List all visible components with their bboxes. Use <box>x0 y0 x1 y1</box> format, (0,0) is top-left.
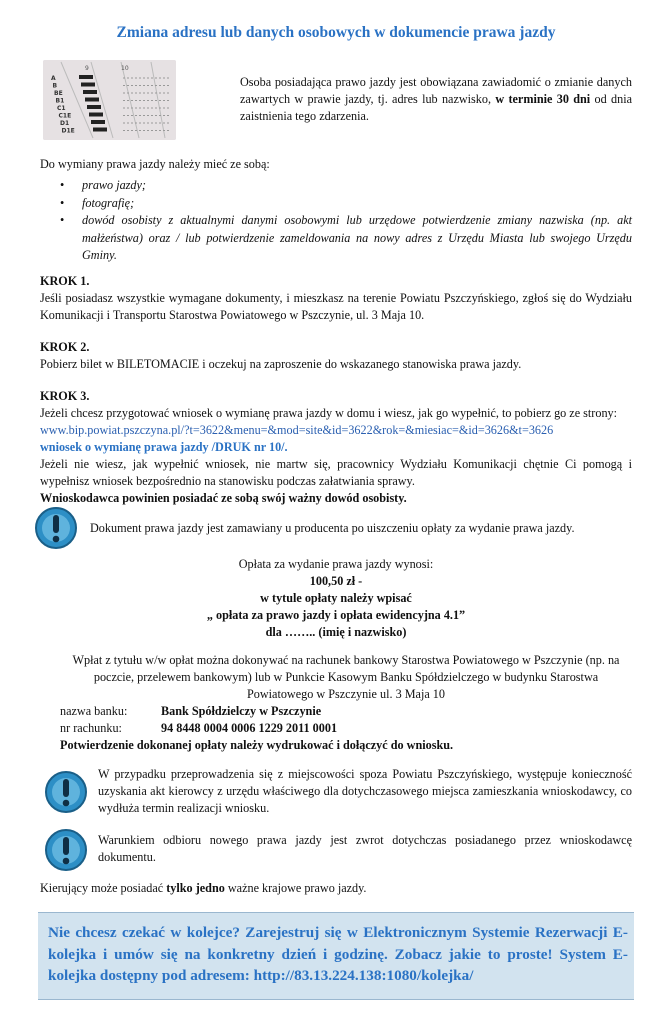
bank-name-value: Bank Spółdzielczy w Pszczynie <box>161 704 322 718</box>
license-category-label: D1E <box>61 127 75 135</box>
license-stamp-mark <box>89 113 103 117</box>
license-stamp-mark <box>83 90 97 94</box>
license-category-label: A <box>51 75 56 82</box>
documents-heading: Do wymiany prawa jazdy należy mieć ze sobą: <box>40 157 270 171</box>
payment-text: Wpłat z tytułu w/w opłat można dokonywać na rachunek bankowy Starostwa Powiatowego w Pszczynie (np. na poczcie, przelewem bankowym) lub w Punkcie Kasowym Banku Spółdzielczego w budynku Starostwa Powiatowego w Pszczynie ul. 3 Maja 10 <box>72 653 620 701</box>
account-number: 94 8448 0004 0006 1229 2011 0001 <box>161 721 338 735</box>
license-stamp-mark <box>91 120 105 124</box>
exclamation-icon <box>44 828 88 872</box>
license-stamp-mark <box>93 128 107 132</box>
svg-text:10: 10 <box>121 65 129 72</box>
license-category-label: C1 <box>57 105 66 112</box>
step1-heading: KROK 1. <box>40 274 90 288</box>
e-queue-banner <box>38 912 634 1000</box>
bullet-icon: • <box>60 195 65 210</box>
payment-confirmation: Potwierdzenie dokonanej opłaty należy wydrukować i dołączyć do wniosku. <box>60 738 454 752</box>
fee-amount: 100,50 zł - <box>309 574 363 588</box>
step1-text: Jeśli posiadasz wszystkie wymagane dokumenty, i mieszkasz na terenie Powiatu Pszczyńskiego, zgłoś się do Wydziału Komunikacji i Transportu Starostwa Powiatowego w Pszczynie, ul. 3 Maja 10. <box>40 291 632 322</box>
page-title: Zmiana adresu lub danych osobowych w dokumencie prawa jazdy <box>116 24 556 41</box>
bip-link[interactable]: www.bip.powiat.pszczyna.pl/?t=3622&menu=&mod=site&id=3622&rok=&miesiac=&id=3626&t=3626 <box>40 423 554 437</box>
only-one-license-text: Kierujący może posiadać tylko jedno ważne krajowe prawo jazdy. <box>40 881 367 895</box>
exclamation-icon <box>34 506 78 550</box>
fee-line1: Opłata za wydanie prawa jazdy wynosi: <box>238 557 434 571</box>
step3-text: Jeżeli chcesz przygotować wniosek o wymianę prawa jazdy w domu i wiesz, jak go wypełnić, to pobierz go ze strony: www.bip.powiat.pszczyna.pl/?t=3622&menu=&mod=site&id=3622&rok=&miesiac=&id=3626&t=3626 wniosek o wymianę prawa jazdy /DRUK nr 10/. Jeżeli nie wiesz, jak wypełnić wniosek, nie martw się, pracownicy Wydziału Komunikacji chętnie Ci pomogą i wypełnisz wniosek bezpośrednio na stanowisku podczas załatwiania sprawy. Wnioskodawca powinien posiadać ze sobą swój ważny dowód osobisty. <box>40 406 632 505</box>
account-label: nr rachunku: <box>60 721 122 735</box>
return-license-note: Warunkiem odbioru nowego prawa jazdy jest zwrot dotychczas posiadanego przez wnioskodawcę dokumentu. <box>98 833 632 864</box>
step3-heading: KROK 3. <box>40 389 90 403</box>
e-queue-banner-text[interactable]: Nie chcesz czekać w kolejce? Zarejestruj się w Elektronicznym Systemie Rezerwacji E-kolejka i umów się na konkretny dzień i godzinę. Zobacz jakie to proste! System E-kolejka dostępny pod adresem: http://83.13.224.138:1080/kolejka/ <box>48 924 628 984</box>
license-stamp-mark <box>81 83 95 87</box>
intro-paragraph: Osoba posiadająca prawo jazdy jest obowiązana zawiadomić o zmianie danych zawartych w prawie jazdy, tj. adres lub nazwisko, w terminie 30 dni od dnia zaistnienia tego zdarzenia. <box>240 75 632 123</box>
list-item: • fotografię; <box>60 195 632 213</box>
license-category-label: B <box>52 82 58 90</box>
step2-heading: KROK 2. <box>40 340 90 354</box>
deadline-text: w terminie 30 dni <box>495 92 591 106</box>
exclamation-icon <box>44 770 88 814</box>
license-stamp-mark <box>79 75 93 79</box>
fee-line4: „ opłata za prawo jazdy i opłata ewidencyjna 4.1” <box>206 608 466 622</box>
list-item: • prawo jazdy; <box>60 177 632 195</box>
bank-name-label: nazwa banku: <box>60 704 128 718</box>
step2-text: Pobierz bilet w BILETOMACIE i oczekuj na zaproszenie do wskazanego stanowiska prawa jazdy. <box>40 357 522 371</box>
bullet-icon: • <box>60 178 65 192</box>
driving-license-image <box>43 60 176 140</box>
driver-records-note: W przypadku przeprowadzenia się z miejscowości spoza Powiatu Pszczyńskiego, występuje konieczność uzyskania akt kierowcy z urzędu właściwego dla dotychczasowego miejsca zamieszkania wnioskodawcy, co wydłuża termin realizacji wniosku. <box>98 767 632 815</box>
license-category-label: B1 <box>55 97 65 105</box>
svg-text:9: 9 <box>85 65 89 72</box>
license-stamp-mark <box>85 98 99 102</box>
list-item: • dowód osobisty z aktualnymi danymi osobowymi lub urzędowe potwierdzenie zmiany nazwiska (np. akt małżeństwa) oraz / lub potwierdzenie zameldowania na nowy adres z Urzędu Miasta lub swojego Urzędu Gminy. <box>60 213 632 262</box>
license-category-label: BE <box>54 90 63 97</box>
license-category-label: D1 <box>60 120 70 127</box>
documents-list <box>60 177 632 265</box>
license-category-label: C1E <box>58 112 72 120</box>
fee-line5: dla …….. (imię i nazwisko) <box>265 625 407 639</box>
fee-line3: w tytule opłaty należy wpisać <box>260 591 412 605</box>
production-note: Dokument prawa jazdy jest zamawiany u producenta po uiszczeniu opłaty za wydanie prawa jazdy. <box>90 521 575 535</box>
application-form-link[interactable]: wniosek o wymianę prawa jazdy /DRUK nr 10/. <box>40 440 288 454</box>
id-card-requirement: Wnioskodawca powinien posiadać ze sobą swój ważny dowód osobisty. <box>40 491 407 505</box>
bullet-icon: • <box>60 213 65 227</box>
license-stamp-mark <box>87 105 101 109</box>
